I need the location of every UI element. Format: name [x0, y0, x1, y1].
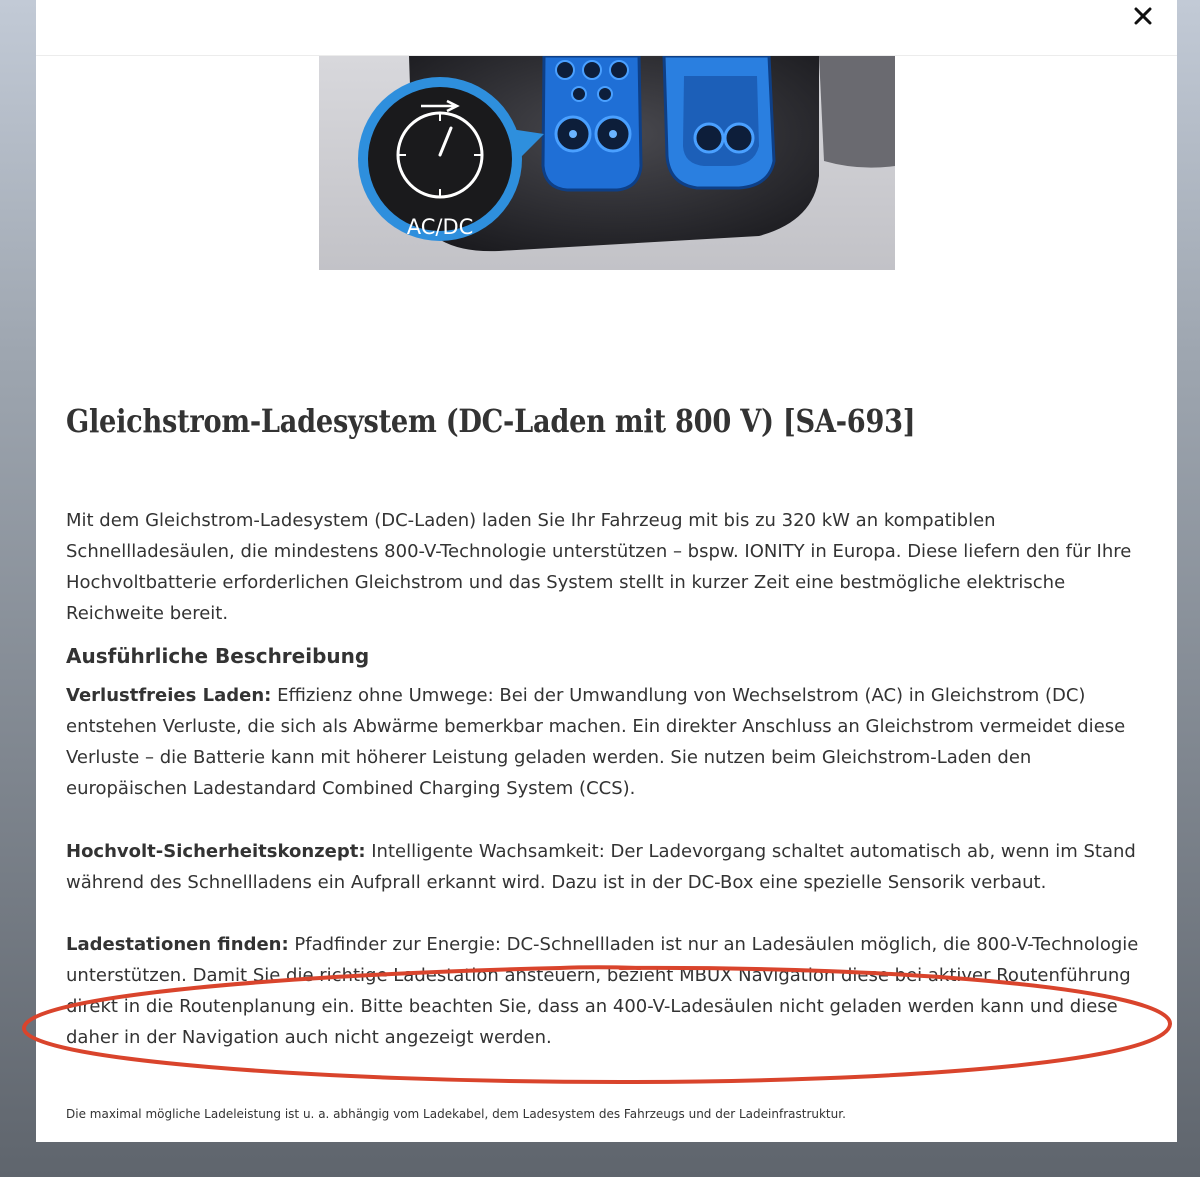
- section-text: Intelligente Wachsamkeit: Der Ladevorgang schaltet automatisch ab, wenn im Stand während des Schnellladens ein Aufprall erkannt wird. Dazu ist in der DC-Box eine spezielle Sensorik verbaut.: [66, 841, 1136, 893]
- section-label: Verlustfreies Laden:: [66, 685, 272, 706]
- footnote: Die maximal mögliche Ladeleistung ist u. a. abhängig vom Ladekabel, dem Ladesystem des Fahrzeugs und der Ladeinfrastruktur.: [66, 1107, 846, 1121]
- section-find-stations: [66, 929, 1156, 1053]
- modal-header: [36, 0, 1177, 56]
- hero-image: [319, 56, 895, 270]
- section-text: Pfadfinder zur Energie: DC-Schnellladen ist nur an Ladesäulen möglich, die 800-V-Technologie unterstützen. Damit Sie die richtige Ladestation ansteuern, bezieht MBUX Navigation diese bei aktiver Routenführung direkt in die Routenplanung ein. Bitte beachten Sie, dass an 400-V-Ladesäulen nicht geladen werden kann und diese daher in der Navigation auch nicht angezeigt werden.: [66, 934, 1139, 1048]
- modal-dialog: [36, 0, 1177, 1142]
- section-label: Ladestationen finden:: [66, 934, 289, 955]
- section-safety-concept: [66, 836, 1156, 898]
- badge-label: AC/DC: [406, 215, 474, 239]
- intro-text: Mit dem Gleichstrom-Ladesystem (DC-Laden) laden Sie Ihr Fahrzeug mit bis zu 320 kW an kompatiblen Schnellladesäulen, die mindestens 800-V-Technologie unterstützen – bspw. IONITY in Europa. Diese liefern den für Ihre Hochvoltbatterie erforderlichen Gleichstrom und das System stellt in kurzer Zeit eine bestmögliche elektrische Reichweite bereit.: [66, 510, 1132, 624]
- close-icon: [1129, 2, 1157, 30]
- close-button[interactable]: [1129, 2, 1157, 30]
- section-heading: Ausführliche Beschreibung: [66, 644, 370, 668]
- section-lossless-charging: [66, 680, 1156, 804]
- section-text: Effizienz ohne Umwege: Bei der Umwandlung von Wechselstrom (AC) in Gleichstrom (DC) entstehen Verluste, die sich als Abwärme bemerkbar machen. Ein direkter Anschluss an Gleichstrom vermeidet diese Verluste – die Batterie kann mit höherer Leistung geladen werden. Sie nutzen beim Gleichstrom-Laden den europäischen Ladestandard Combined Charging System (CCS).: [66, 685, 1126, 799]
- section-label: Hochvolt-Sicherheitskonzept:: [66, 841, 366, 862]
- page-title: Gleichstrom-Ladesystem (DC-Laden mit 800 V) [SA-693]: [66, 402, 916, 440]
